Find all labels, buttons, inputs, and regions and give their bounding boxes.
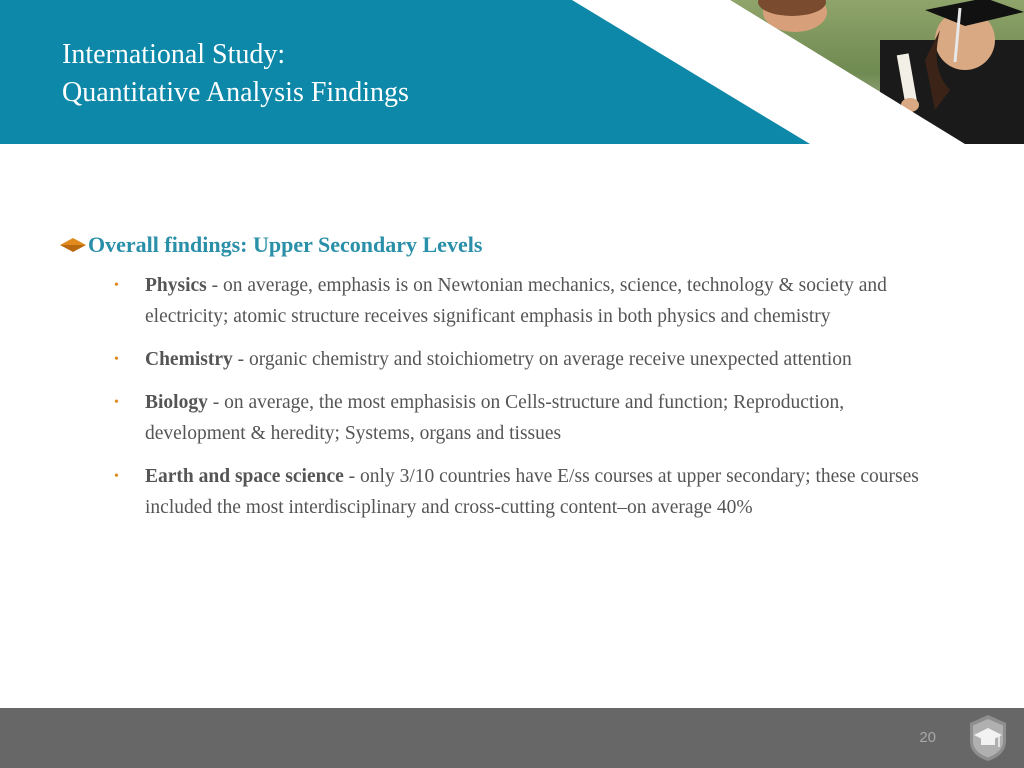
arrow-bullet-icon [60, 238, 86, 252]
item-text: - only 3/10 countries have E/ss courses at upper secondary; these courses included the most interdisciplinary and cross-cutting content–on average 40% [145, 466, 919, 518]
item-term: Physics [145, 275, 207, 296]
list-item [60, 387, 940, 449]
item-text: - on average, emphasis is on Newtonian mechanics, science, technology & society and electricity; atomic structure receives significant emphasis in both physics and chemistry [145, 275, 887, 327]
bullet-dot-icon: • [114, 352, 119, 367]
list-item [60, 270, 940, 332]
item-term: Chemistry [145, 349, 233, 370]
graduation-cap-shield-icon [966, 713, 1010, 763]
slide-footer [0, 708, 1024, 768]
page-number: 20 [919, 729, 936, 746]
bullet-dot-icon: • [114, 395, 119, 410]
section-heading: Overall findings: Upper Secondary Levels [88, 232, 483, 257]
bullet-dot-icon: • [114, 278, 119, 293]
slide-header [0, 0, 1024, 144]
list-item [60, 461, 940, 523]
item-text: - on average, the most emphasisis on Cells-structure and function; Reproduction, development & heredity; Systems, organs and tissues [145, 392, 845, 444]
findings-list [60, 270, 940, 523]
item-term: Earth and space science [145, 466, 344, 487]
slide-title-line-2: Quantitative Analysis Findings [62, 77, 409, 108]
slide-title-line-1: International Study: [62, 39, 286, 70]
item-term: Biology [145, 392, 208, 413]
bullet-dot-icon: • [114, 469, 119, 484]
slide-title [62, 36, 409, 112]
list-item [60, 344, 940, 375]
slide-content [60, 228, 940, 535]
section-heading-row [60, 228, 940, 262]
item-text: - organic chemistry and stoichiometry on average receive unexpected attention [232, 349, 852, 370]
